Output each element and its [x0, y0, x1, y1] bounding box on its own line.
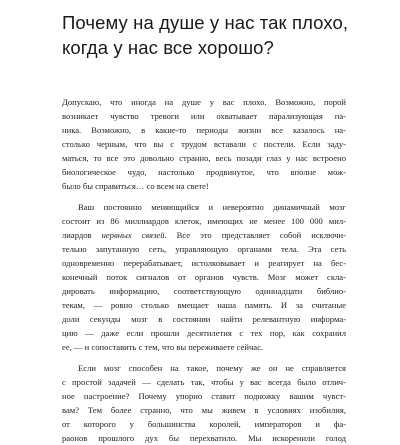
chapter-heading	[62, 10, 392, 60]
paragraph-1	[62, 95, 346, 193]
text-line: возникает чувство тревоги или охватывает парализующая па-	[62, 111, 346, 121]
text-line: доли секунды мозг в состоянии найти релевантную информа-	[62, 314, 346, 324]
text-line: маться, то все это довольно странно, весь позади глаз у нас встроено	[62, 153, 346, 163]
text-line: Допускаю, что иногда на душе у вас плохо. Возможно, порой	[62, 97, 346, 107]
text-line: раонов прошлого дух бы перехватило. Мы искоренили голод	[62, 433, 346, 443]
text-line: состоит из 86 миллиардов клеток, имеющих не менее 100 000 мил-	[62, 216, 346, 226]
text-line: от которого у большинства королей, императоров и фа-	[62, 419, 346, 429]
text-line: было бы справиться… со всем на свете!	[62, 181, 209, 191]
paragraph-2	[62, 200, 346, 354]
text-line: биологическое чудо, настолько продвинутое, что вполне мож-	[62, 167, 346, 177]
text-line: одновременно перерабатывает, истолковывает и реагирует на бес-	[62, 258, 346, 268]
text-line: Ваш постоянно меняющийся и невероятно динамичный мозг	[78, 202, 346, 212]
text-line: с простой задачей — сделать так, чтобы у вас всегда было отлич-	[62, 377, 346, 387]
chapter-heading-line: когда у нас все хорошо?	[62, 37, 274, 58]
text-line: столько черным, что вы с трудом вставали с постели. Если заду-	[62, 139, 346, 149]
text-line: лиардов нервных связей. Все это представляет собой исключи-	[62, 230, 347, 240]
text-line: конечный поток сигналов от органов чувств. Мозг может скла-	[62, 272, 346, 282]
text-line: ника. Возможно, в какие-то периоды жизни все казалось на-	[62, 125, 346, 135]
paragraph-3	[62, 361, 346, 445]
text-line: Если мозг способен на такое, почему же он не справляется	[78, 363, 346, 373]
emphasis: нервных связей	[101, 230, 165, 240]
text-line: тельно запутанную сеть, управляющую органами тела. Эта сеть	[62, 244, 346, 254]
text-line: дировать информацию, соответствующую одиннадцати библио-	[62, 286, 346, 296]
text-line: вам? Тем более странно, что мы живем в условиях изобилия,	[62, 405, 346, 415]
text-line: ее, — и сопоставить с тем, что вы переживаете сейчас.	[62, 342, 264, 352]
text-line: текам, — ровно столько вмещает наша память. И за считаные	[62, 300, 346, 310]
chapter-heading-line: Почему на душе у нас так плохо,	[62, 12, 349, 33]
text-line: цию — даже если прошли десятилетия с тех пор, как сохранил	[62, 328, 346, 338]
text-line: ное настроение? Почему упорно ставит подножку вашим чувст-	[62, 391, 346, 401]
body-text	[62, 95, 346, 445]
